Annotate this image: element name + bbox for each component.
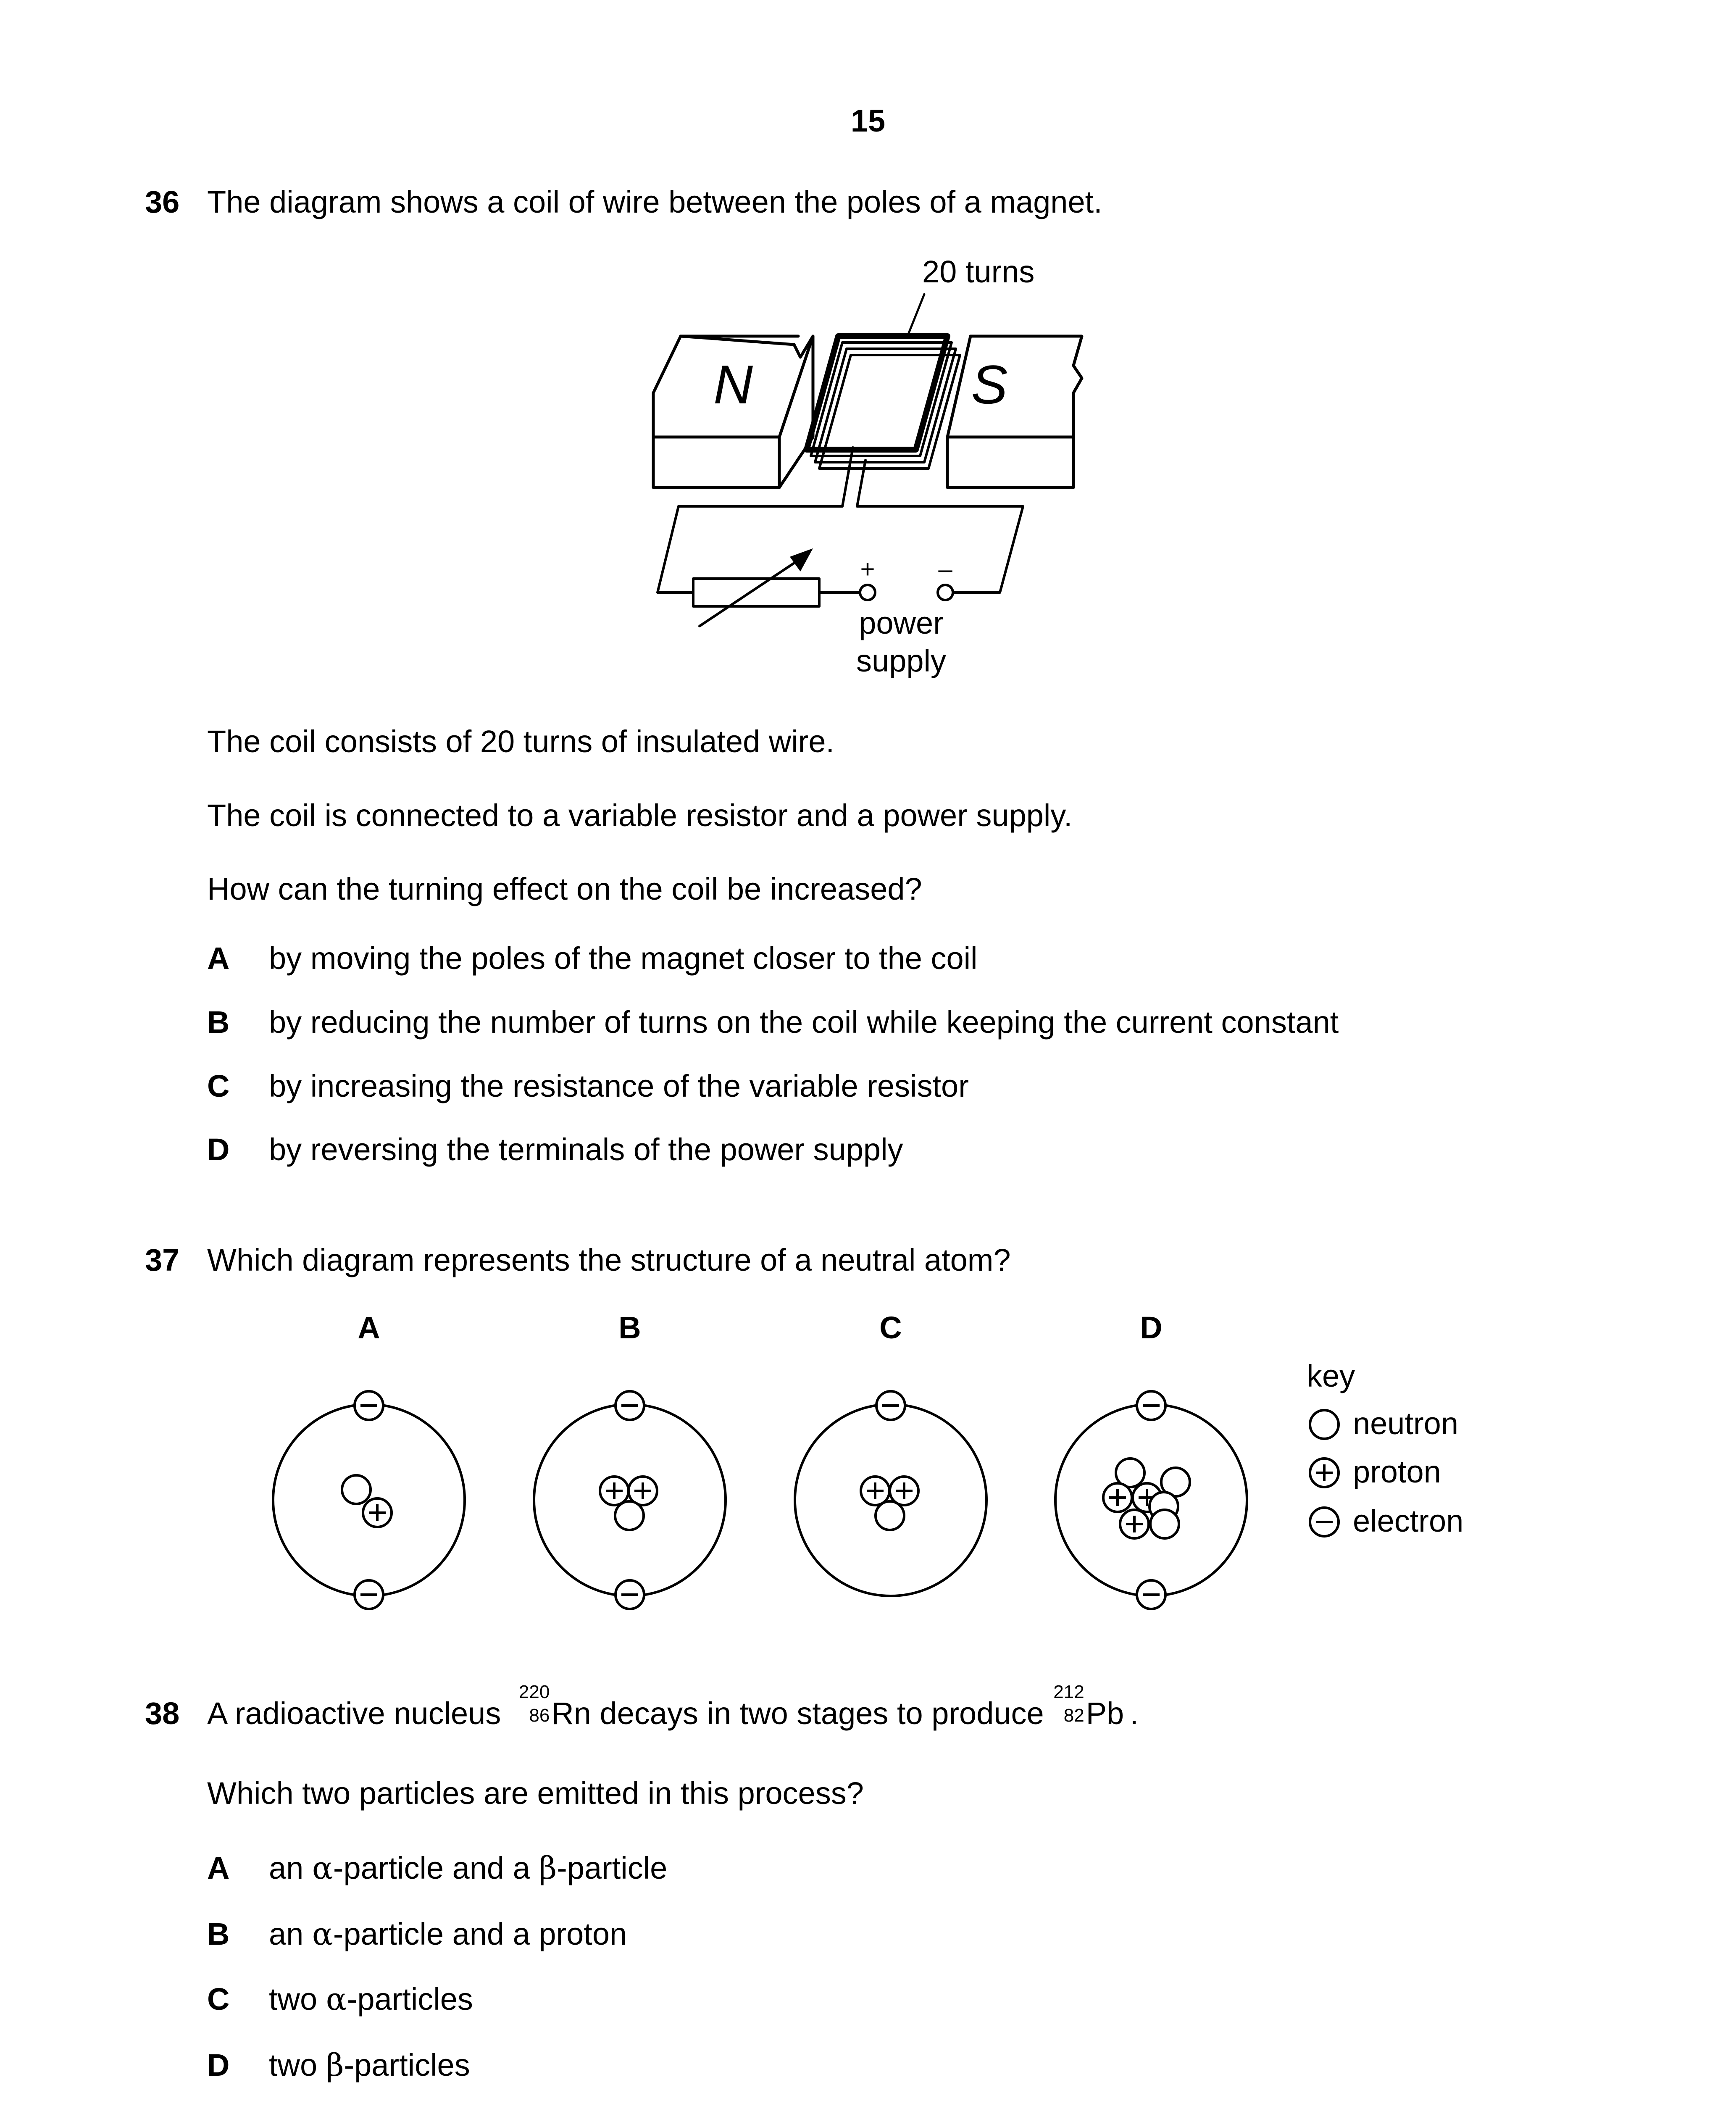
atom-key [1307,1359,1463,1538]
q36-option-c-letter[interactable]: C [207,1069,230,1103]
q38-stem-part1: A radioactive nucleus [207,1696,501,1731]
q38-question: Which two particles are emitted in this process? [207,1776,864,1811]
key-electron: electron [1353,1503,1464,1538]
q36-option-c-text: by increasing the resistance of the variable resistor [269,1069,969,1103]
daughter-nuclide: 212 82 Pb [1053,1682,1124,1731]
q36-option-d-letter[interactable]: D [207,1132,230,1167]
q38-option-a-text: an α-particle and a β-particle [269,1850,668,1886]
atom-c [795,1391,986,1596]
q38-option-b-text: an α-particle and a proton [269,1916,627,1952]
power-label: power [859,606,944,640]
key-neutron: neutron [1353,1406,1458,1441]
q36-option-a-text: by moving the poles of the magnet closer to the coil [269,941,978,976]
atom-d [1055,1391,1247,1609]
question-38-stem: A radioactive nucleus 220 86 Rn decays in two stages to produce 212 82 Pb . [207,1682,1139,1731]
coil [807,336,960,469]
q36-line-2: The coil is connected to a variable resistor and a power supply. [207,798,1073,833]
atom-diagrams [0,1282,1736,1639]
q36-option-b-text: by reducing the number of turns on the coil while keeping the current constant [269,1005,1339,1040]
q36-line-1: The coil consists of 20 turns of insulated wire. [207,724,835,759]
q36-option-b-letter[interactable]: B [207,1005,230,1040]
minus-label: – [938,555,952,583]
atom-a-label: A [358,1310,380,1345]
south-pole-block [947,336,1082,487]
south-label: S [971,354,1008,415]
negative-terminal [938,585,953,600]
q38-stem-part2: decays in two stages to produce [600,1696,1044,1731]
parent-nuclide: 220 86 Rn [518,1682,591,1731]
atom-c-label: C [879,1310,902,1345]
north-label: N [713,354,753,415]
q38-option-b-letter[interactable]: B [207,1917,230,1951]
key-title: key [1307,1359,1355,1393]
magnet-coil-diagram [0,0,1736,714]
q36-option-d-text: by reversing the terminals of the power supply [269,1132,903,1167]
plus-label: + [860,555,875,583]
q38-option-c-text: two α-particles [269,1981,473,2017]
q36-question: How can the turning effect on the coil be increased? [207,871,922,906]
turns-label: 20 turns [922,254,1035,289]
q38-option-c-letter[interactable]: C [207,1982,230,2017]
q36-option-a-letter[interactable]: A [207,941,230,976]
question-36-stem: The diagram shows a coil of wire between the poles of a magnet. [207,184,1102,219]
q38-option-d-text: two β-particles [269,2047,470,2083]
question-37-stem: Which diagram represents the structure of a neutral atom? [207,1243,1011,1277]
positive-terminal [860,585,875,600]
page-number: 15 [850,103,886,138]
variable-resistor [693,579,819,606]
q38-option-d-letter[interactable]: D [207,2048,230,2083]
question-37-number: 37 [145,1243,180,1277]
atom-b-label: B [618,1310,641,1345]
atom-b [534,1391,726,1609]
atom-a [273,1391,465,1609]
question-36-number: 36 [145,184,180,219]
question-38-number: 38 [145,1696,180,1731]
q38-option-a-letter[interactable]: A [207,1851,230,1885]
key-proton: proton [1353,1454,1441,1489]
atom-d-label: D [1140,1310,1163,1345]
supply-label: supply [856,643,946,678]
